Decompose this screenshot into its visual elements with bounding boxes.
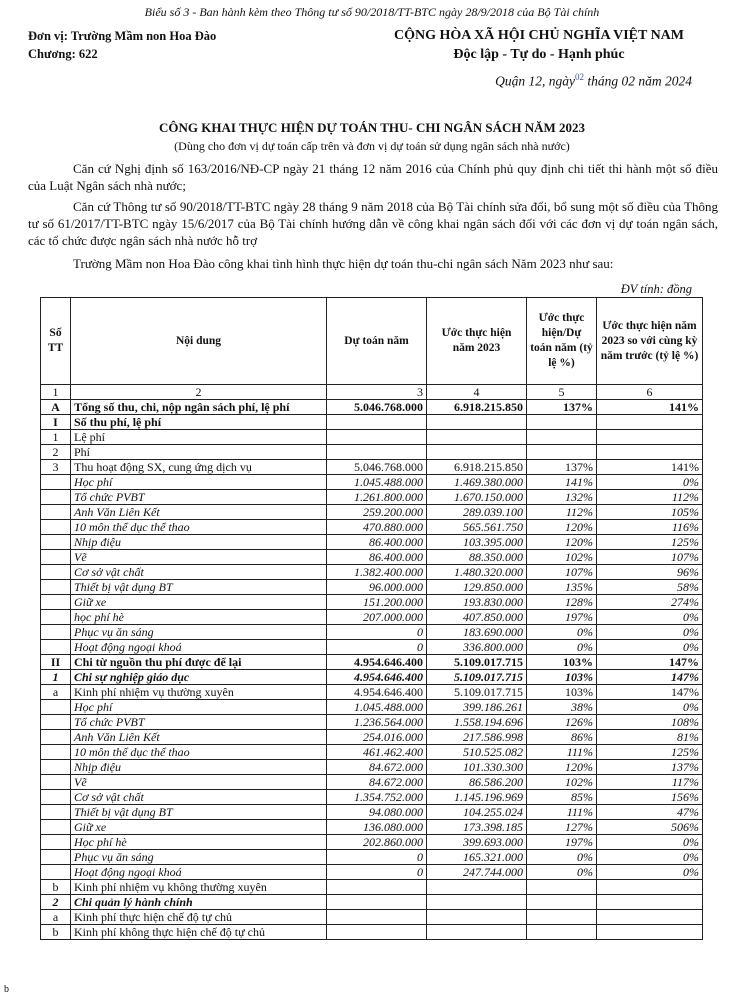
table-row	[41, 535, 703, 550]
row-number-cell	[41, 595, 71, 610]
table-row	[41, 655, 703, 670]
row-budget-cell: 94.080.000	[327, 805, 427, 820]
row-budget-cell: 0	[327, 850, 427, 865]
row-number-cell	[41, 640, 71, 655]
row-budget-cell: 1.261.800.000	[327, 490, 427, 505]
row-number-cell	[41, 835, 71, 850]
row-ratio-prev-cell: 141%	[597, 460, 703, 475]
table-row	[41, 730, 703, 745]
row-ratio-prev-cell	[597, 910, 703, 925]
unit-note: ĐV tính: đồng	[620, 282, 692, 296]
chapter-code: Chương: 622	[28, 47, 98, 61]
row-ratio-budget-cell: 120%	[527, 760, 597, 775]
row-ratio-prev-cell	[597, 415, 703, 430]
row-budget-cell: 1.236.564.000	[327, 715, 427, 730]
row-content-cell: 10 môn thể dục thể thao	[71, 520, 327, 535]
table-row	[41, 550, 703, 565]
row-ratio-prev-cell: 96%	[597, 565, 703, 580]
row-ratio-budget-cell	[527, 415, 597, 430]
row-ratio-budget-cell: 0%	[527, 640, 597, 655]
table-row	[41, 820, 703, 835]
row-ratio-budget-cell	[527, 895, 597, 910]
form-note: Biểu số 3 - Ban hành kèm theo Thông tư số 90/2018/TT-BTC ngày 28/9/2018 của Bộ Tài chính	[144, 5, 600, 19]
row-ratio-budget-cell: 135%	[527, 580, 597, 595]
row-ratio-prev-cell: 125%	[597, 535, 703, 550]
row-ratio-budget-cell: 137%	[527, 460, 597, 475]
row-ratio-budget-cell	[527, 925, 597, 940]
row-number-cell	[41, 490, 71, 505]
table-row	[41, 610, 703, 625]
index-cell: 5	[527, 385, 597, 400]
table-row	[41, 880, 703, 895]
table-row	[41, 745, 703, 760]
row-number-cell	[41, 760, 71, 775]
table-row	[41, 520, 703, 535]
row-number-cell: b	[41, 880, 71, 895]
row-estimate-cell: 289.039.100	[427, 505, 527, 520]
paragraph-legal-basis-2: Căn cứ Thông tư số 90/2018/TT-BTC ngày 28 tháng 9 năm 2018 của Bộ Tài chính sửa đổi, bổ sung một số điều của Thông tư số 61/2017/TT-BTC ngày 15/6/2017 của Bộ Tài chính hướng dẫn về công khai ngân sách đối với các đơn vị dự toán ngân sách, các tổ chức được ngân sách nhà nước hỗ trợ	[28, 199, 718, 248]
index-cell: 4	[427, 385, 527, 400]
row-ratio-budget-cell: 112%	[527, 505, 597, 520]
table-row	[41, 775, 703, 790]
row-ratio-prev-cell: 105%	[597, 505, 703, 520]
row-estimate-cell	[427, 415, 527, 430]
row-budget-cell: 470.880.000	[327, 520, 427, 535]
date-suffix: tháng 02 năm 2024	[587, 73, 692, 89]
table-row	[41, 835, 703, 850]
row-content-cell: 10 môn thể dục thể thao	[71, 745, 327, 760]
row-budget-cell: 5.046.768.000	[327, 460, 427, 475]
row-ratio-budget-cell: 86%	[527, 730, 597, 745]
row-budget-cell: 0	[327, 640, 427, 655]
row-ratio-prev-cell: 147%	[597, 685, 703, 700]
row-ratio-budget-cell: 141%	[527, 475, 597, 490]
row-number-cell: a	[41, 910, 71, 925]
paragraph-intro: Trường Mầm non Hoa Đào công khai tình hình thực hiện dự toán thu-chi ngân sách Năm 2023 như sau:	[73, 256, 614, 271]
row-ratio-budget-cell: 0%	[527, 865, 597, 880]
row-estimate-cell: 510.525.082	[427, 745, 527, 760]
row-number-cell: I	[41, 415, 71, 430]
row-content-cell: Tổng số thu, chi, nộp ngân sách phí, lệ phí	[71, 400, 327, 415]
row-ratio-budget-cell: 137%	[527, 400, 597, 415]
row-content-cell: Tổ chức PVBT	[71, 490, 327, 505]
table-row	[41, 475, 703, 490]
row-budget-cell: 84.672.000	[327, 760, 427, 775]
header-content: Nội dung	[71, 298, 327, 385]
row-estimate-cell: 1.469.380.000	[427, 475, 527, 490]
table-row	[41, 805, 703, 820]
table-row	[41, 685, 703, 700]
row-estimate-cell: 1.558.194.696	[427, 715, 527, 730]
row-ratio-prev-cell: 112%	[597, 490, 703, 505]
row-ratio-prev-cell: 47%	[597, 805, 703, 820]
row-budget-cell: 4.954.646.400	[327, 655, 427, 670]
row-estimate-cell: 399.186.261	[427, 700, 527, 715]
row-content-cell: Hoạt động ngoại khoá	[71, 865, 327, 880]
row-content-cell: Nhịp điệu	[71, 535, 327, 550]
row-budget-cell: 4.954.646.400	[327, 670, 427, 685]
row-estimate-cell: 1.670.150.000	[427, 490, 527, 505]
row-estimate-cell: 88.350.000	[427, 550, 527, 565]
table-row	[41, 850, 703, 865]
row-estimate-cell: 86.586.200	[427, 775, 527, 790]
row-content-cell: Thiết bị vật dụng BT	[71, 805, 327, 820]
row-estimate-cell	[427, 880, 527, 895]
row-ratio-budget-cell: 111%	[527, 805, 597, 820]
row-ratio-budget-cell: 132%	[527, 490, 597, 505]
row-budget-cell	[327, 895, 427, 910]
table-row	[41, 415, 703, 430]
row-ratio-budget-cell	[527, 880, 597, 895]
row-ratio-prev-cell	[597, 895, 703, 910]
table-row	[41, 430, 703, 445]
row-budget-cell: 259.200.000	[327, 505, 427, 520]
row-number-cell	[41, 865, 71, 880]
row-number-cell	[41, 700, 71, 715]
row-estimate-cell: 183.690.000	[427, 625, 527, 640]
row-content-cell: Giữ xe	[71, 820, 327, 835]
row-content-cell: Kinh phí nhiệm vụ không thường xuyên	[71, 880, 327, 895]
row-number-cell: II	[41, 655, 71, 670]
row-ratio-prev-cell: 0%	[597, 475, 703, 490]
row-budget-cell: 84.672.000	[327, 775, 427, 790]
row-ratio-budget-cell: 197%	[527, 610, 597, 625]
row-ratio-prev-cell: 0%	[597, 865, 703, 880]
document-title: CÔNG KHAI THỰC HIỆN DỰ TOÁN THU- CHI NGÂN SÁCH NĂM 2023	[158, 120, 586, 135]
row-ratio-prev-cell: 0%	[597, 610, 703, 625]
index-cell: 6	[597, 385, 703, 400]
row-number-cell: a	[41, 685, 71, 700]
row-ratio-budget-cell: 126%	[527, 715, 597, 730]
row-ratio-prev-cell: 0%	[597, 700, 703, 715]
row-content-cell: Chi từ nguồn thu phí được để lại	[71, 655, 327, 670]
row-content-cell: Thu hoạt động SX, cung ứng dịch vụ	[71, 460, 327, 475]
row-content-cell: Tổ chức PVBT	[71, 715, 327, 730]
row-content-cell: Vẽ	[71, 775, 327, 790]
row-estimate-cell	[427, 910, 527, 925]
row-number-cell: 2	[41, 445, 71, 460]
row-content-cell: Chi sự nghiệp giáo dục	[71, 670, 327, 685]
table-row	[41, 760, 703, 775]
row-ratio-prev-cell	[597, 445, 703, 460]
row-content-cell: Phục vụ ăn sáng	[71, 850, 327, 865]
table-row	[41, 700, 703, 715]
index-cell: 2	[71, 385, 327, 400]
row-content-cell: Học phí hè	[71, 835, 327, 850]
row-estimate-cell: 6.918.215.850	[427, 400, 527, 415]
row-budget-cell	[327, 430, 427, 445]
row-ratio-budget-cell: 107%	[527, 565, 597, 580]
row-ratio-prev-cell: 156%	[597, 790, 703, 805]
row-ratio-budget-cell: 38%	[527, 700, 597, 715]
row-budget-cell: 86.400.000	[327, 550, 427, 565]
row-content-cell: Số thu phí, lệ phí	[71, 415, 327, 430]
row-budget-cell: 136.080.000	[327, 820, 427, 835]
row-number-cell	[41, 520, 71, 535]
row-estimate-cell	[427, 925, 527, 940]
table-row	[41, 460, 703, 475]
row-budget-cell	[327, 880, 427, 895]
row-budget-cell: 461.462.400	[327, 745, 427, 760]
row-content-cell: Giữ xe	[71, 595, 327, 610]
table-row	[41, 910, 703, 925]
row-ratio-prev-cell: 147%	[597, 655, 703, 670]
table-row	[41, 595, 703, 610]
row-estimate-cell: 336.800.000	[427, 640, 527, 655]
table-header-row	[41, 298, 703, 385]
table-row	[41, 445, 703, 460]
row-number-cell	[41, 475, 71, 490]
row-number-cell	[41, 625, 71, 640]
paragraph-legal-basis-1: Căn cứ Nghị định số 163/2016/NĐ-CP ngày 21 tháng 12 năm 2016 của Chính phủ quy định chi tiết thi hành một số điều của Luật Ngân sách nhà nước;	[28, 161, 718, 193]
row-estimate-cell: 1.480.320.000	[427, 565, 527, 580]
row-ratio-budget-cell: 0%	[527, 850, 597, 865]
row-content-cell: Cơ sở vật chất	[71, 790, 327, 805]
row-budget-cell: 1.045.488.000	[327, 700, 427, 715]
row-estimate-cell: 104.255.024	[427, 805, 527, 820]
row-ratio-prev-cell: 506%	[597, 820, 703, 835]
row-number-cell	[41, 580, 71, 595]
header-stt: Số TT	[41, 298, 71, 385]
date-day: 02	[575, 72, 584, 82]
row-ratio-budget-cell: 102%	[527, 775, 597, 790]
header-ratio-budget: Ước thực hiện/Dự toán năm (tỷ lệ %)	[527, 298, 597, 385]
row-content-cell: Học phí	[71, 700, 327, 715]
table-row	[41, 580, 703, 595]
row-ratio-prev-cell: 274%	[597, 595, 703, 610]
unit-name: Đơn vị: Trường Mầm non Hoa Đào	[28, 29, 217, 43]
header-ratio-prev-year: Ước thực hiện năm 2023 so với cùng kỳ năm trước (tỷ lệ %)	[597, 298, 703, 385]
row-budget-cell: 151.200.000	[327, 595, 427, 610]
index-row	[41, 385, 703, 400]
row-content-cell: Anh Văn Liên Kết	[71, 730, 327, 745]
row-estimate-cell: 399.693.000	[427, 835, 527, 850]
row-number-cell	[41, 565, 71, 580]
table-row	[41, 625, 703, 640]
row-ratio-budget-cell: 103%	[527, 655, 597, 670]
row-ratio-prev-cell: 108%	[597, 715, 703, 730]
row-content-cell: Kinh phí không thực hiện chế độ tự chủ	[71, 925, 327, 940]
table-row	[41, 670, 703, 685]
row-content-cell: Anh Văn Liên Kết	[71, 505, 327, 520]
row-content-cell: Lệ phí	[71, 430, 327, 445]
row-estimate-cell: 5.109.017.715	[427, 670, 527, 685]
row-estimate-cell: 407.850.000	[427, 610, 527, 625]
budget-table	[40, 297, 703, 940]
row-budget-cell	[327, 445, 427, 460]
row-ratio-budget-cell: 127%	[527, 820, 597, 835]
row-budget-cell: 4.954.646.400	[327, 685, 427, 700]
row-ratio-budget-cell: 120%	[527, 535, 597, 550]
table-row	[41, 565, 703, 580]
row-number-cell	[41, 535, 71, 550]
row-ratio-budget-cell: 197%	[527, 835, 597, 850]
row-budget-cell: 1.045.488.000	[327, 475, 427, 490]
index-cell: 3	[327, 385, 427, 400]
row-budget-cell: 207.000.000	[327, 610, 427, 625]
row-ratio-prev-cell: 58%	[597, 580, 703, 595]
row-ratio-prev-cell	[597, 430, 703, 445]
row-ratio-budget-cell: 103%	[527, 670, 597, 685]
row-budget-cell: 254.016.000	[327, 730, 427, 745]
margin-mark: b	[4, 984, 9, 995]
row-estimate-cell	[427, 895, 527, 910]
row-estimate-cell: 193.830.000	[427, 595, 527, 610]
row-ratio-prev-cell: 107%	[597, 550, 703, 565]
row-budget-cell: 1.354.752.000	[327, 790, 427, 805]
row-budget-cell: 202.860.000	[327, 835, 427, 850]
row-estimate-cell: 6.918.215.850	[427, 460, 527, 475]
row-content-cell: Thiết bị vật dụng BT	[71, 580, 327, 595]
row-ratio-prev-cell	[597, 925, 703, 940]
document-date	[495, 72, 692, 90]
row-ratio-prev-cell: 81%	[597, 730, 703, 745]
row-number-cell	[41, 820, 71, 835]
row-estimate-cell: 5.109.017.715	[427, 685, 527, 700]
row-number-cell	[41, 505, 71, 520]
row-number-cell	[41, 550, 71, 565]
row-estimate-cell: 565.561.750	[427, 520, 527, 535]
row-content-cell: Phí	[71, 445, 327, 460]
row-number-cell: 1	[41, 670, 71, 685]
row-content-cell: Hoạt động ngoại khoá	[71, 640, 327, 655]
row-number-cell	[41, 790, 71, 805]
row-ratio-prev-cell: 0%	[597, 640, 703, 655]
row-budget-cell	[327, 415, 427, 430]
document-subtitle: (Dùng cho đơn vị dự toán cấp trên và đơn vị dự toán sử dụng ngân sách nhà nước)	[174, 139, 570, 153]
row-ratio-prev-cell	[597, 880, 703, 895]
date-prefix: Quận 12, ngày	[495, 73, 575, 89]
row-budget-cell: 5.046.768.000	[327, 400, 427, 415]
row-ratio-budget-cell	[527, 445, 597, 460]
row-ratio-prev-cell: 141%	[597, 400, 703, 415]
row-number-cell: 1	[41, 430, 71, 445]
row-ratio-budget-cell	[527, 910, 597, 925]
row-ratio-prev-cell: 0%	[597, 835, 703, 850]
row-content-cell: Kinh phí nhiệm vụ thường xuyên	[71, 685, 327, 700]
row-ratio-budget-cell: 111%	[527, 745, 597, 760]
row-budget-cell: 96.000.000	[327, 580, 427, 595]
row-number-cell	[41, 775, 71, 790]
table-row	[41, 895, 703, 910]
row-estimate-cell: 129.850.000	[427, 580, 527, 595]
row-ratio-prev-cell: 117%	[597, 775, 703, 790]
row-content-cell: Kinh phí thực hiện chế độ tự chủ	[71, 910, 327, 925]
row-estimate-cell: 103.395.000	[427, 535, 527, 550]
row-ratio-budget-cell: 128%	[527, 595, 597, 610]
row-number-cell	[41, 715, 71, 730]
row-estimate-cell	[427, 430, 527, 445]
row-content-cell: Cơ sở vật chất	[71, 565, 327, 580]
row-ratio-prev-cell: 147%	[597, 670, 703, 685]
table-row	[41, 715, 703, 730]
row-estimate-cell: 1.145.196.969	[427, 790, 527, 805]
row-content-cell: Nhịp điệu	[71, 760, 327, 775]
table-row	[41, 865, 703, 880]
row-budget-cell: 1.382.400.000	[327, 565, 427, 580]
index-cell: 1	[41, 385, 71, 400]
row-ratio-prev-cell: 137%	[597, 760, 703, 775]
row-content-cell: Vẽ	[71, 550, 327, 565]
national-title: CỘNG HÒA XÃ HỘI CHỦ NGHĨA VIỆT NAM	[393, 28, 684, 43]
row-ratio-budget-cell: 120%	[527, 520, 597, 535]
row-ratio-budget-cell: 85%	[527, 790, 597, 805]
row-estimate-cell: 101.330.300	[427, 760, 527, 775]
row-ratio-prev-cell: 0%	[597, 850, 703, 865]
row-budget-cell: 0	[327, 865, 427, 880]
row-estimate-cell: 173.398.185	[427, 820, 527, 835]
row-content-cell: Phục vụ ăn sáng	[71, 625, 327, 640]
national-motto: Độc lập - Tự do - Hạnh phúc	[453, 47, 625, 62]
header-estimate: Ước thực hiện năm 2023	[427, 298, 527, 385]
row-budget-cell: 86.400.000	[327, 535, 427, 550]
row-content-cell: Học phí	[71, 475, 327, 490]
row-number-cell	[41, 745, 71, 760]
row-number-cell: b	[41, 925, 71, 940]
row-number-cell	[41, 610, 71, 625]
row-number-cell	[41, 805, 71, 820]
row-number-cell	[41, 730, 71, 745]
table-row	[41, 925, 703, 940]
row-ratio-budget-cell: 0%	[527, 625, 597, 640]
table-row	[41, 640, 703, 655]
row-estimate-cell: 165.321.000	[427, 850, 527, 865]
header-budget: Dự toán năm	[327, 298, 427, 385]
row-budget-cell	[327, 925, 427, 940]
row-ratio-prev-cell: 116%	[597, 520, 703, 535]
table-row	[41, 790, 703, 805]
row-budget-cell: 0	[327, 625, 427, 640]
table-row	[41, 400, 703, 415]
row-estimate-cell	[427, 445, 527, 460]
row-ratio-prev-cell: 125%	[597, 745, 703, 760]
row-ratio-budget-cell: 103%	[527, 685, 597, 700]
row-estimate-cell: 247.744.000	[427, 865, 527, 880]
table-row	[41, 490, 703, 505]
row-number-cell	[41, 850, 71, 865]
table-row	[41, 505, 703, 520]
row-number-cell: 3	[41, 460, 71, 475]
row-estimate-cell: 217.586.998	[427, 730, 527, 745]
row-budget-cell	[327, 910, 427, 925]
row-ratio-prev-cell: 0%	[597, 625, 703, 640]
row-number-cell: A	[41, 400, 71, 415]
row-ratio-budget-cell	[527, 430, 597, 445]
row-content-cell: học phí hè	[71, 610, 327, 625]
row-number-cell: 2	[41, 895, 71, 910]
row-estimate-cell: 5.109.017.715	[427, 655, 527, 670]
row-ratio-budget-cell: 102%	[527, 550, 597, 565]
row-content-cell: Chi quản lý hành chính	[71, 895, 327, 910]
